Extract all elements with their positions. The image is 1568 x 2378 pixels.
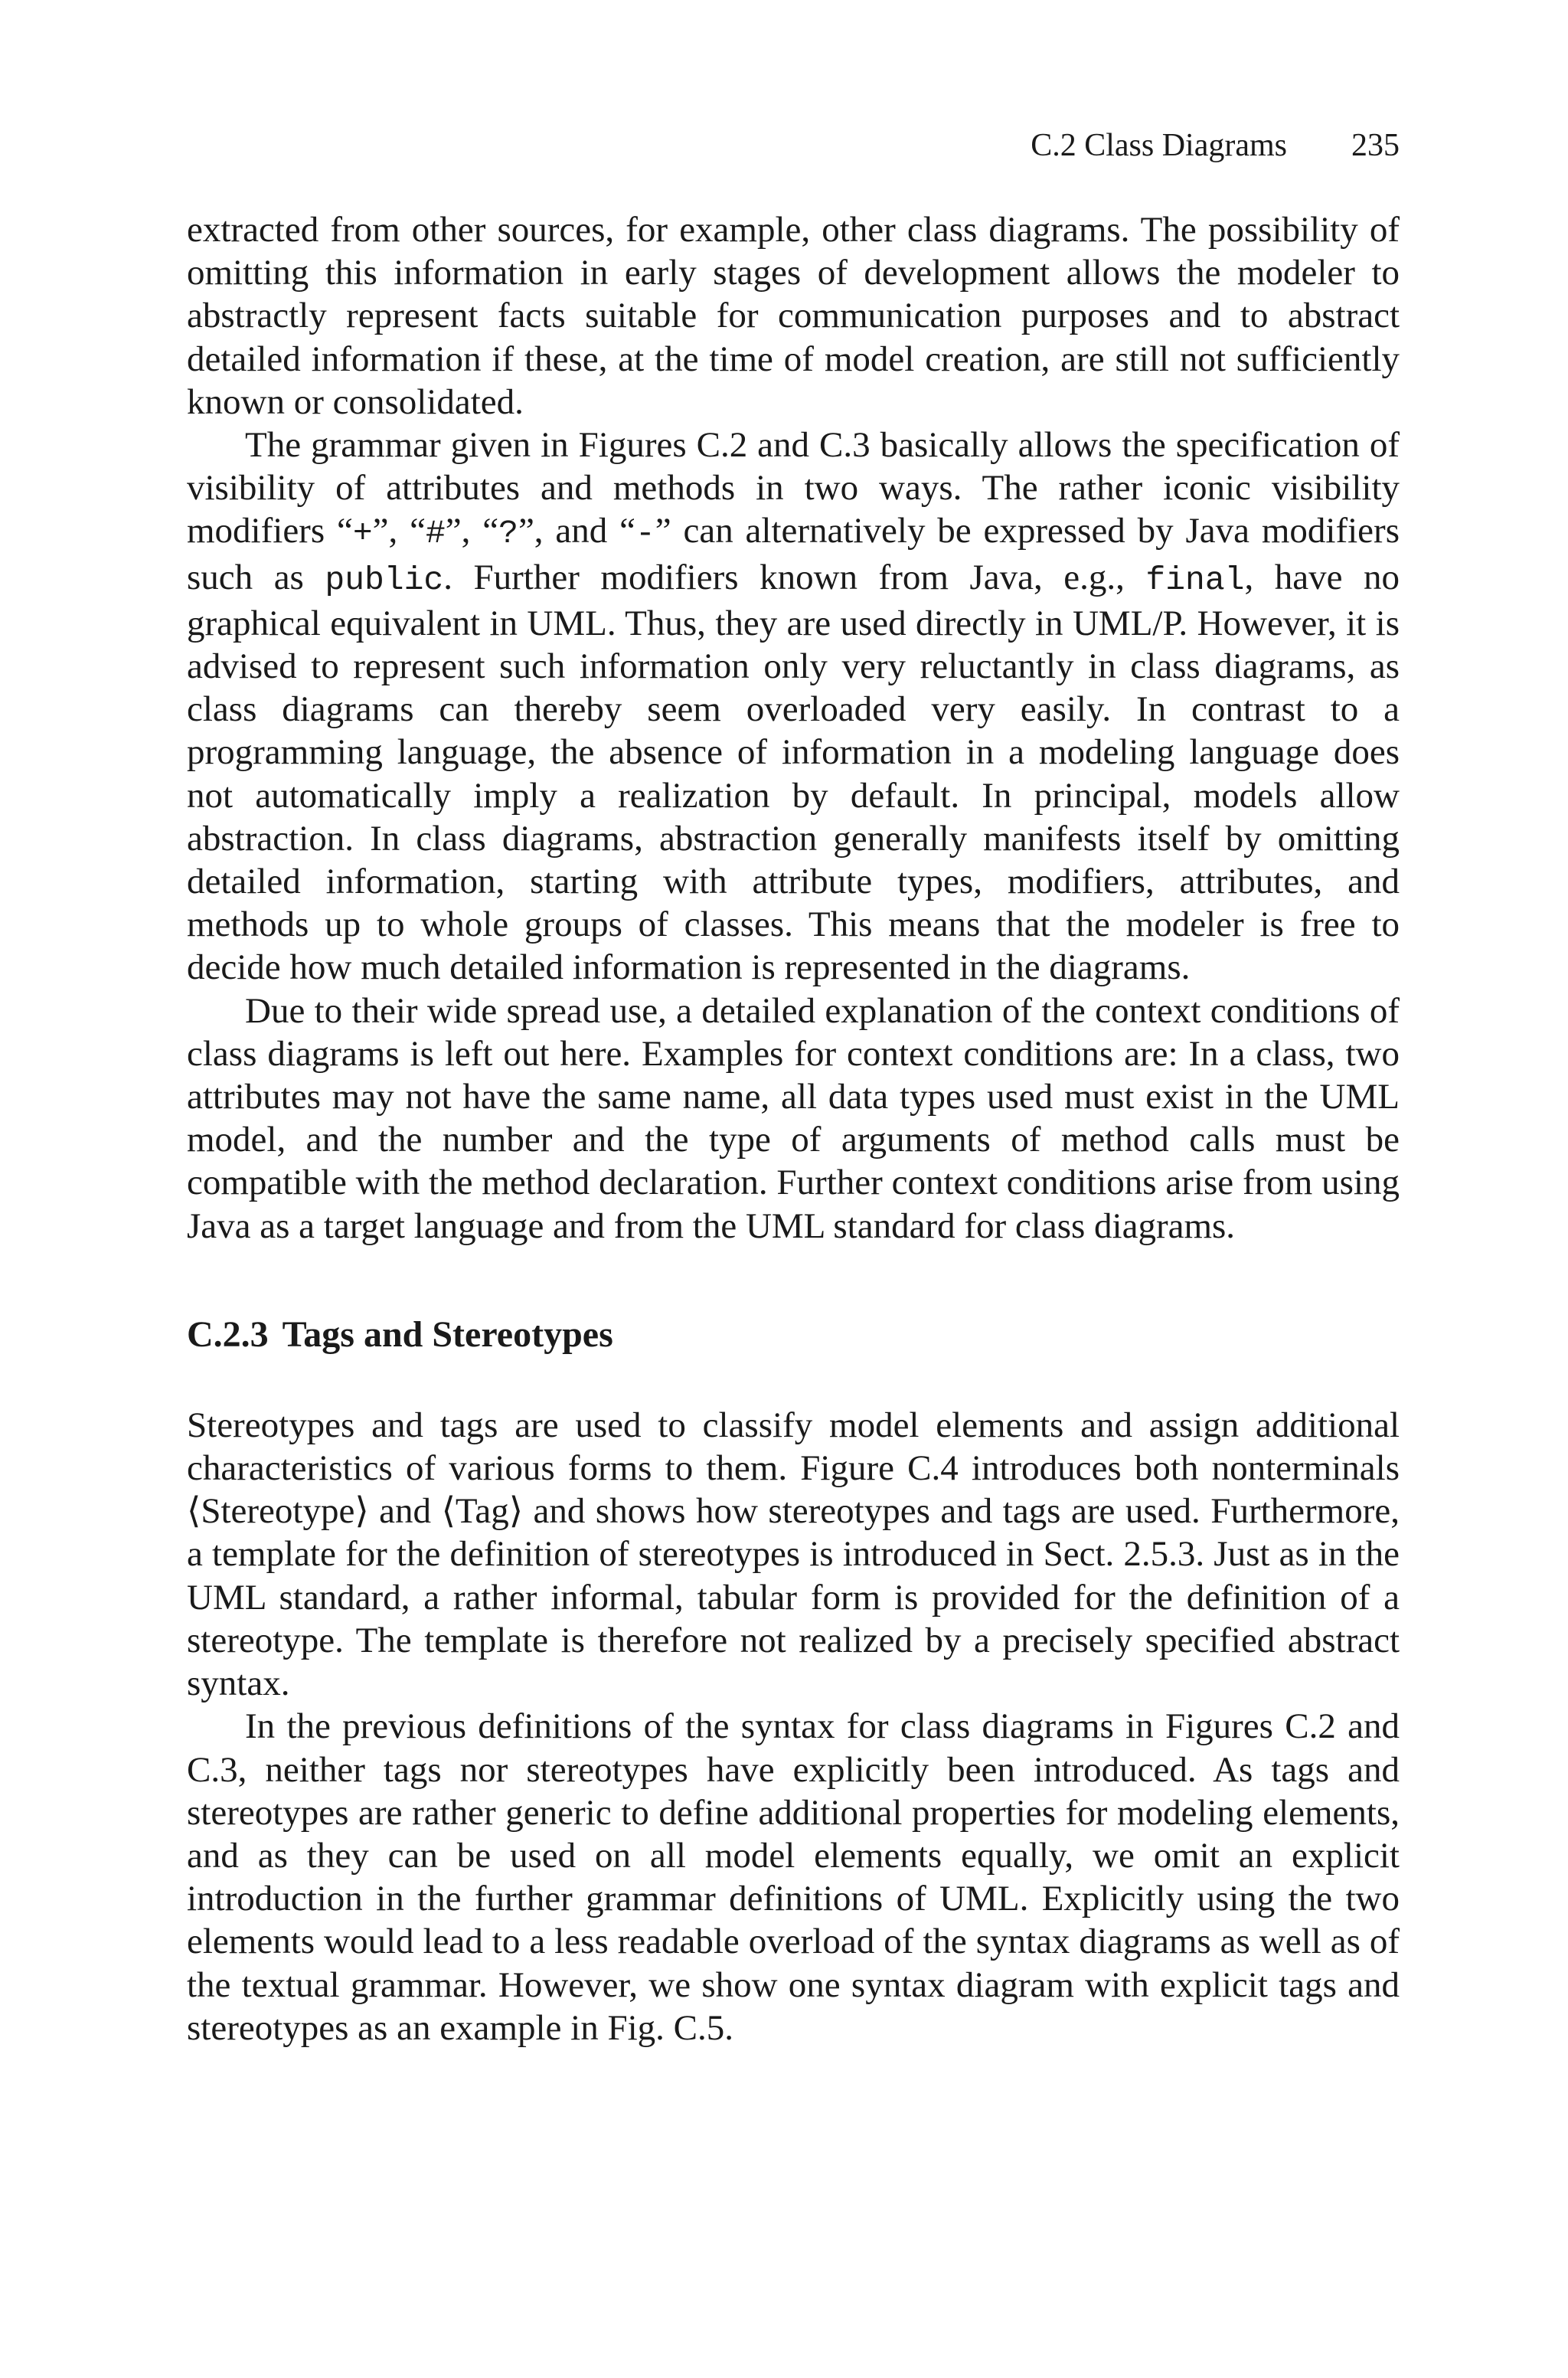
subsection-number: C.2.3 [187,1313,269,1355]
page-number: 235 [1351,128,1400,163]
running-head [187,123,1400,168]
text-run: ”, “ [372,511,426,551]
paragraph-context-conditions: Due to their wide spread use, a detailed explanation of the context conditions of class diagrams is left out here. Examples for context conditions are: In a class, two attributes may not have the same name, all data types used must exist in the UML model, and the number and the type of arguments of method calls must be compatible with the method declaration. Further context conditions arise from using Java as a target language and from the UML standard for class diagrams. [187,990,1400,1246]
running-head-section: C.2 Class Diagrams [1031,128,1287,163]
paragraph-stereotypes-intro: Stereotypes and tags are used to classify model elements and assign additional characteristics of various forms to them. Figure C.4 introduces both nonterminals ⟨Stereotype⟩ and ⟨Tag⟩ and shows how stereotypes and tags are used. Furthermore, a template for the definition of stereotypes is introduced in Sect. 2.5.3. Just as in the UML standard, a rather informal, tabular form is provided for the definition of a stereotype. The template is therefore not realized by a precisely specified abstract syntax. [187,1405,1400,1704]
subsection-title: Tags and Stereotypes [282,1313,613,1355]
code-question: ? [498,515,518,553]
code-final: final [1145,561,1245,599]
paragraph-tags-stereotypes: In the previous definitions of the syntax for class diagrams in Figures C.2 and C.3, neither tags nor stereotypes have explicitly been introduced. As tags and stereotypes are rather generic to define additional properties for modeling elements, and as they can be used on all model elements equally, we omit an explicit introduction in the further grammar definitions of UML. Explicitly using the two elements would lead to a less readable overload of the syntax diagrams as well as of the textual grammar. However, we show one syntax diagram with explicit tags and stereotypes as an example in Fig. C.5. [187,1706,1400,2048]
text-run: . Further modifiers known from Java, e.g., [443,557,1146,597]
text-run: ” can alternatively be expressed by Java modifiers such as [187,511,1400,597]
code-plus: + [352,515,373,553]
text-run: The grammar given in Figures C.2 and C.3 basically allows the specification of visibility of attributes and methods in two ways. The rather iconic visibility modifiers “ [187,425,1400,551]
code-hash: # [425,515,446,553]
text-run: ”, and “ [518,511,635,551]
book-page [187,123,1400,2049]
paragraph-visibility-modifiers [187,424,1400,989]
text-run: ”, “ [445,511,499,551]
subsection-heading [187,1312,1400,1358]
paragraph-continuation: extracted from other sources, for example, other class diagrams. The possibility of omitting this information in early stages of development allows the modeler to abstractly represent facts suitable for communication purposes and to abstract detailed information if these, at the time of model creation, are still not sufficiently known or consolidated. [187,210,1400,422]
code-minus: - [635,515,655,553]
code-public: public [325,561,444,599]
text-run: , have no graphical equivalent in UML. Thus, they are used directly in UML/P. However, it is advised to represent such information only very reluctantly in class diagrams, as class diagrams can thereby seem overloaded very easily. In contrast to a programming language, the absence of information in a modeling language does not automatically imply a realization by default. In principal, models allow abstraction. In class diagrams, abstraction generally manifests itself by omitting detailed information, starting with attribute types, modifiers, attributes, and methods up to whole groups of classes. This means that the modeler is free to decide how much detailed information is represented in the diagrams. [187,557,1400,988]
